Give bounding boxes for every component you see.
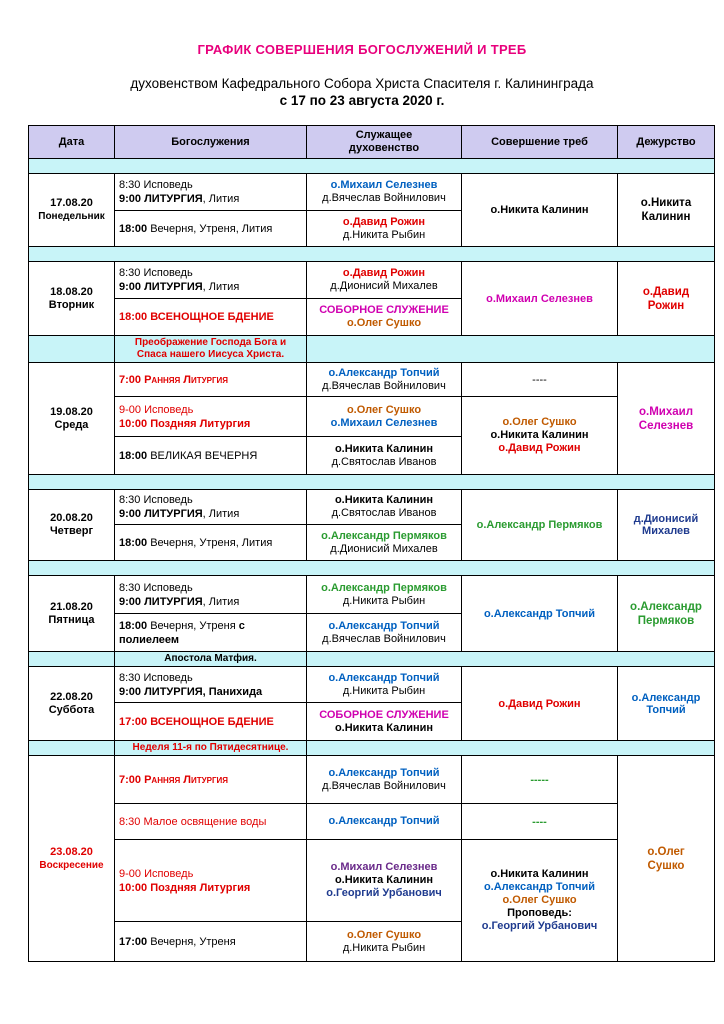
duty-cell: о.Михаил Селезнев xyxy=(618,363,715,475)
clergy-cell: о.Давид Рожин д.Дионисий Михалев xyxy=(307,262,462,299)
treby-cell: ---- xyxy=(462,363,618,397)
feast-note: Неделя 11-я по Пятидесятнице. xyxy=(115,741,307,756)
duty-cell: о.Александр Пермяков xyxy=(618,576,715,652)
table-row xyxy=(29,174,715,211)
table-row xyxy=(29,804,715,840)
clergy-cell: о.Олег Сушко о.Михаил Селезнев xyxy=(307,397,462,437)
header-treby: Совершение треб xyxy=(462,126,618,159)
duty-cell: о.Александр Топчий xyxy=(618,667,715,741)
duty-cell: о.Никита Калинин xyxy=(618,174,715,247)
duty-cell: д.Дионисий Михалев xyxy=(618,490,715,561)
date-cell: 21.08.20 Пятница xyxy=(29,576,115,652)
feast-note: Преображение Господа Бога и Спаса нашего Иисуса Христа. xyxy=(115,336,307,363)
service-cell: 8:30 Исповедь 9:00 ЛИТУРГИЯ, Лития xyxy=(115,262,307,299)
header-date: Дата xyxy=(29,126,115,159)
treby-cell: ----- xyxy=(462,756,618,804)
duty-cell: о.Давид Рожин xyxy=(618,262,715,336)
service-cell: 18:00 ВЕЛИКАЯ ВЕЧЕРНЯ xyxy=(115,437,307,475)
clergy-cell: о.Никита Калинин д.Святослав Иванов xyxy=(307,437,462,475)
treby-cell: о.Олег Сушко о.Никита Калинин о.Давид Рожин xyxy=(462,397,618,475)
date-cell: 17.08.20 Понедельник xyxy=(29,174,115,247)
treby-cell: о.Александр Пермяков xyxy=(462,490,618,561)
treby-cell: о.Никита Калинин о.Александр Топчий о.Олег Сушко Проповедь: о.Георгий Урбанович xyxy=(462,840,618,962)
service-cell: 8:30 Исповедь 9:00 ЛИТУРГИЯ, Лития xyxy=(115,490,307,525)
header-row xyxy=(29,126,715,159)
service-cell: 17:00 ВСЕНОЩНОЕ БДЕНИЕ xyxy=(115,703,307,741)
page-title: ГРАФИК СОВЕРШЕНИЯ БОГОСЛУЖЕНИЙ И ТРЕБ xyxy=(197,42,527,57)
table-row xyxy=(29,490,715,525)
service-cell: 8:30 Исповедь 9:00 ЛИТУРГИЯ, Лития xyxy=(115,576,307,614)
duty-cell: о.Олег Сушко xyxy=(618,756,715,962)
service-cell: 18:00 Вечерня, Утреня с полиелеем xyxy=(115,614,307,652)
table-row xyxy=(29,397,715,437)
service-cell: 7:00 Ранняя Литургия xyxy=(115,756,307,804)
treby-cell: о.Александр Топчий xyxy=(462,576,618,652)
service-cell: 8:30 Исповедь 9:00 ЛИТУРГИЯ, Панихида xyxy=(115,667,307,703)
table-row xyxy=(29,840,715,922)
clergy-cell: о.Михаил Селезнев о.Никита Калинин о.Георгий Урбанович xyxy=(307,840,462,922)
service-cell: 8:30 Малое освящение воды xyxy=(115,804,307,840)
separator-row xyxy=(29,159,715,174)
clergy-cell: о.Никита Калинин д.Святослав Иванов xyxy=(307,490,462,525)
date-cell: 22.08.20 Суббота xyxy=(29,667,115,741)
service-cell: 7:00 Ранняя Литургия xyxy=(115,363,307,397)
service-cell: 8:30 Исповедь 9:00 ЛИТУРГИЯ, Лития xyxy=(115,174,307,211)
treby-cell: о.Давид Рожин xyxy=(462,667,618,741)
treby-cell: о.Михаил Селезнев xyxy=(462,262,618,336)
subtitle-dates: с 17 по 23 августа 2020 г. xyxy=(279,93,445,108)
header-duty: Дежурство xyxy=(618,126,715,159)
date-cell: 19.08.20 Среда xyxy=(29,363,115,475)
date-cell: 23.08.20 Воскресение xyxy=(29,756,115,962)
clergy-cell: о.Давид Рожин д.Никита Рыбин xyxy=(307,211,462,247)
clergy-cell: о.Михаил Селезнев д.Вячеслав Войнилович xyxy=(307,174,462,211)
clergy-cell: о.Александр Топчий д.Никита Рыбин xyxy=(307,667,462,703)
treby-cell: ---- xyxy=(462,804,618,840)
treby-cell: о.Никита Калинин xyxy=(462,174,618,247)
date-cell: 18.08.20 Вторник xyxy=(29,262,115,336)
service-cell: 18:00 ВСЕНОЩНОЕ БДЕНИЕ xyxy=(115,299,307,336)
table-row xyxy=(29,262,715,299)
clergy-cell: о.Александр Топчий д.Вячеслав Войнилович xyxy=(307,756,462,804)
schedule-table xyxy=(28,125,715,962)
date-cell: 20.08.20 Четверг xyxy=(29,490,115,561)
clergy-cell: о.Александр Топчий д.Вячеслав Войнилович xyxy=(307,363,462,397)
separator-row xyxy=(29,561,715,576)
separator-row xyxy=(29,247,715,262)
feast-row xyxy=(29,336,715,363)
clergy-cell: СОБОРНОЕ СЛУЖЕНИЕ о.Никита Калинин xyxy=(307,703,462,741)
service-cell: 18:00 Вечерня, Утреня, Лития xyxy=(115,211,307,247)
clergy-cell: о.Александр Топчий xyxy=(307,804,462,840)
feast-note: Апостола Матфия. xyxy=(115,652,307,667)
header-services: Богослужения xyxy=(115,126,307,159)
clergy-cell: о.Александр Топчий д.Вячеслав Войнилович xyxy=(307,614,462,652)
feast-row xyxy=(29,652,715,667)
feast-row xyxy=(29,741,715,756)
service-cell: 18:00 Вечерня, Утреня, Лития xyxy=(115,525,307,561)
table-row xyxy=(29,363,715,397)
service-cell: 17:00 Вечерня, Утреня xyxy=(115,922,307,962)
table-row xyxy=(29,756,715,804)
clergy-cell: о.Олег Сушко д.Никита Рыбин xyxy=(307,922,462,962)
clergy-cell: СОБОРНОЕ СЛУЖЕНИЕ о.Олег Сушко xyxy=(307,299,462,336)
table-row xyxy=(29,576,715,614)
table-row xyxy=(29,667,715,703)
service-cell: 9-00 Исповедь 10:00 Поздняя Литургия xyxy=(115,397,307,437)
separator-row xyxy=(29,475,715,490)
service-cell: 9-00 Исповедь 10:00 Поздняя Литургия xyxy=(115,840,307,922)
clergy-cell: о.Александр Пермяков д.Дионисий Михалев xyxy=(307,525,462,561)
clergy-cell: о.Александр Пермяков д.Никита Рыбин xyxy=(307,576,462,614)
header-clergy: Служащее духовенство xyxy=(307,126,462,159)
subtitle-clergy: духовенством Кафедрального Собора Христа Спасителя г. Калининграда xyxy=(130,76,594,91)
